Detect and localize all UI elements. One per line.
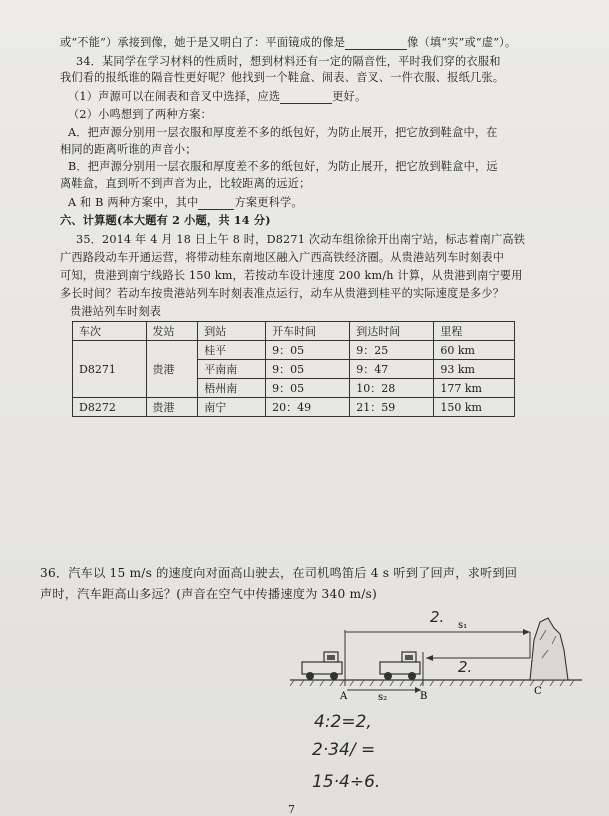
table-caption: 贵港站列车时刻表 [70, 305, 162, 318]
distance-cell: 177 km [434, 379, 515, 398]
header-cell: 开车时间 [266, 322, 350, 341]
to-station-cell: 南宁 [198, 398, 266, 417]
to-station-cell: 梧州南 [198, 379, 266, 398]
depart-time-cell: 9：05 [266, 341, 350, 360]
q34-line-3 [68, 90, 366, 104]
car-at-a [302, 652, 342, 680]
q33-text: 或“不能”）承接到像，她于是又明白了：平面镜成的像是 [60, 36, 346, 49]
to-station-cell: 桂平 [198, 341, 266, 360]
answer-blank[interactable] [280, 91, 332, 104]
arrive-time-cell: 9：25 [350, 341, 434, 360]
q34-line-9 [68, 196, 303, 210]
from-station-cell: 贵港 [146, 341, 198, 398]
to-station-cell: 平南南 [198, 360, 266, 379]
train-timetable [72, 321, 515, 417]
s1-label: s₁ [458, 620, 468, 631]
header-cell: 到达时间 [350, 322, 434, 341]
mountain-shape [530, 618, 568, 680]
arrow-head [426, 655, 433, 661]
handwritten-work-line: 2·34/ = [312, 740, 376, 760]
header-cell: 车次 [73, 322, 147, 341]
page-number: 7 [288, 803, 295, 816]
q35-line-1: 35．2014 年 4 月 18 日上午 8 时，D8271 次动车组徐徐开出南宁站，标志着南广高铁 [76, 233, 526, 246]
answer-blank[interactable] [198, 197, 234, 210]
table-row [73, 341, 515, 360]
handwritten-work-line: 4:2=2, [314, 712, 372, 732]
depart-time-cell: 9：05 [266, 360, 350, 379]
point-b-label: B [420, 691, 428, 702]
handwritten-mark: 2. [430, 608, 445, 626]
section-title: 六、计算题(本大题有 2 小题，共 14 分) [60, 213, 271, 227]
q35-line-3: 可知，贵港到南宁线路长 150 km，若按动车设计速度 200 km/h 计算，从贵港到南宁要用 [60, 269, 523, 282]
q34-sub2-end: 方案更科学。 [234, 196, 303, 209]
point-c-label: C [534, 686, 542, 697]
q33-text-line [60, 36, 516, 50]
q35-line-4: 多长时间？若动车按贵港站列车时刻表准点运行，动车从贵港到桂平的实际速度是多少？ [60, 287, 505, 300]
arrive-time-cell: 9：47 [350, 360, 434, 379]
handwritten-work-line: 15·4÷6. [312, 772, 381, 792]
handwritten-mark: 2. [458, 658, 473, 676]
q34-line-4: （2）小鸣想到了两种方案： [68, 108, 212, 121]
s2-label: s₂ [378, 692, 388, 703]
q34-sub1-text: （1）声源可以在闹表和音叉中选择，应选 [68, 90, 281, 103]
depart-time-cell: 20：49 [266, 398, 350, 417]
car-at-b [380, 652, 420, 680]
from-station-cell: 贵港 [146, 398, 198, 417]
q34-line-2: 我们看的报纸谁的隔音性更好呢？他找到一个鞋盒、闹表、音叉、一件衣服、报纸几张。 [60, 71, 505, 84]
q36-line-2: 声时，汽车距高山多远？(声音在空气中传播速度为 340 m/s) [40, 587, 377, 601]
distance-cell: 150 km [434, 398, 515, 417]
arrive-time-cell: 10：28 [350, 379, 434, 398]
header-cell: 里程 [434, 322, 515, 341]
q34-line-1: 34．某同学在学习材料的性质时，想到材料还有一定的隔音性，平时我们穿的衣服和 [76, 55, 501, 68]
header-cell: 到站 [198, 322, 266, 341]
q36-line-1: 36．汽车以 15 m/s 的速度向对面高山驶去，在司机鸣笛后 4 s 听到了回声，求听到回 [40, 566, 518, 580]
answer-blank[interactable] [345, 37, 407, 50]
header-cell: 发站 [146, 322, 198, 341]
train-number-cell: D8271 [73, 341, 147, 398]
arrive-time-cell: 21：59 [350, 398, 434, 417]
distance-cell: 93 km [434, 360, 515, 379]
ground-hatch [290, 680, 574, 686]
table-header-row [73, 322, 515, 341]
depart-time-cell: 9：05 [266, 379, 350, 398]
table-row [73, 398, 515, 417]
q34-line-8: 离鞋盒，直到听不到声音为止，比较距离的远近； [60, 177, 311, 190]
q35-line-2: 广西路段动车开通运营，将带动桂东南地区融入广西高铁经济圈。从贵港站列车时刻表中 [60, 251, 505, 264]
point-a-label: A [340, 691, 348, 702]
q34-sub2-text: A 和 B 两种方案中，其中 [68, 196, 199, 209]
arrow-head [523, 629, 530, 635]
q34-line-5: A．把声源分别用一层衣服和厚度差不多的纸包好，为防止展开，把它放到鞋盒中，在 [68, 126, 498, 139]
car-echo-diagram [290, 600, 590, 705]
q34-sub1-end: 更好。 [332, 90, 367, 103]
q34-line-7: B．把声源分别用一层衣服和厚度差不多的纸包好，为防止展开，把它放到鞋盒中，远 [68, 160, 498, 173]
q34-line-6: 相同的距离听谁的声音小； [60, 143, 197, 156]
q33-text-end: 像（填“实”或“虚”）。 [407, 36, 517, 49]
train-number-cell: D8272 [73, 398, 147, 417]
distance-cell: 60 km [434, 341, 515, 360]
